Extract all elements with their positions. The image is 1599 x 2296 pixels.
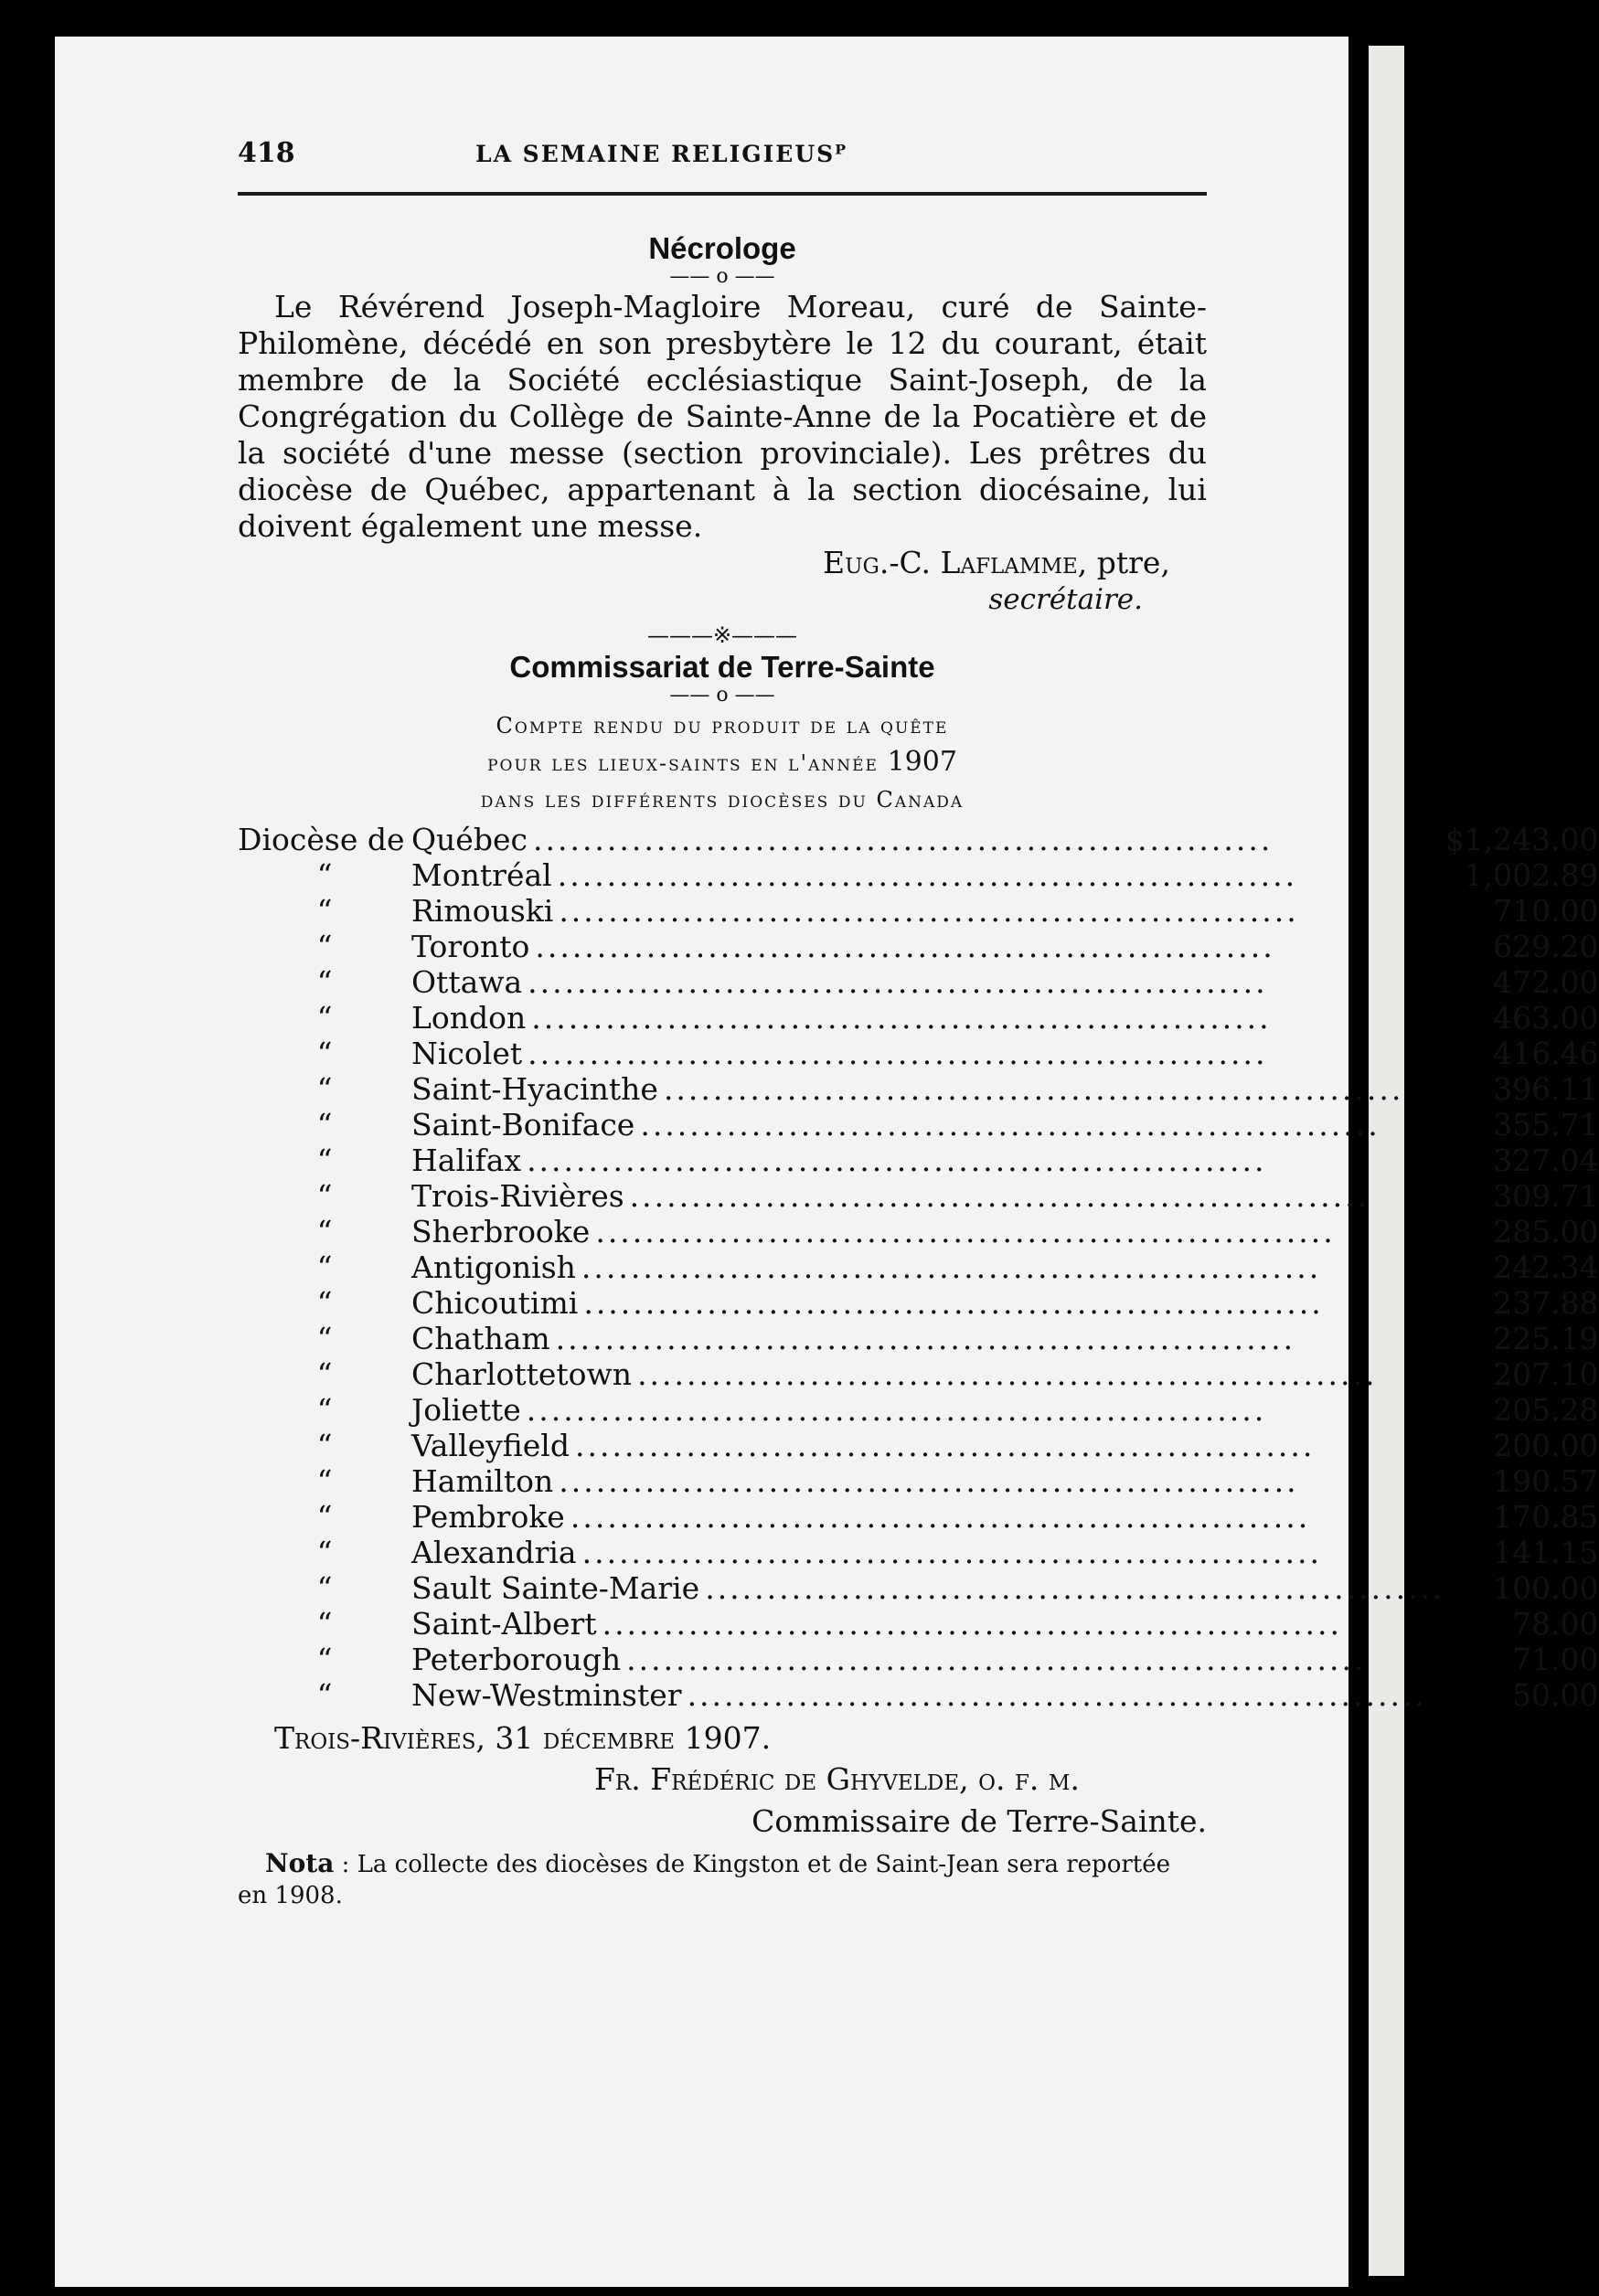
diocese-name: Alexandria: [411, 1535, 582, 1570]
diocese-name-cell: [411, 1642, 1445, 1677]
table-row: [238, 1499, 1599, 1535]
diocese-name-cell: [411, 964, 1445, 1000]
commissariat-ornament: —— o ——: [669, 684, 775, 707]
row-prefix-text: “: [316, 1463, 333, 1499]
diocese-name-cell: [411, 1463, 1445, 1499]
table-row: [238, 1356, 1599, 1392]
row-prefix-text: “: [316, 1071, 333, 1107]
diocese-amount: 309.71: [1493, 1178, 1599, 1214]
table-row: [238, 1606, 1599, 1642]
diocese-amount: 100.00: [1493, 1570, 1599, 1606]
row-prefix-text: “: [316, 929, 333, 964]
diocese-name-cell: [411, 1214, 1445, 1249]
leader-dots: ............................................................: [570, 1499, 1311, 1535]
diocese-name: Chicoutimi: [411, 1285, 583, 1321]
diocese-amount: 200.00: [1493, 1428, 1599, 1463]
row-prefix-text: “: [316, 1107, 333, 1143]
row-prefix: [238, 1392, 411, 1428]
diocese-name: Saint-Albert: [411, 1606, 602, 1642]
running-title: LA SEMAINE RELIGIEUSᴾ: [475, 141, 848, 167]
footnote-label: Nota: [265, 1848, 335, 1878]
necrologe-ornament: —— o ——: [669, 265, 775, 288]
row-prefix: [238, 964, 411, 1000]
diocese-amount: 327.04: [1493, 1143, 1599, 1178]
leader-dots: ............................................................: [555, 1321, 1296, 1356]
row-prefix: [238, 822, 411, 857]
necrologe-signature: [238, 545, 1207, 581]
diocese-amount: 285.00: [1493, 1214, 1599, 1249]
leader-dots: ............................................................: [532, 822, 1274, 857]
table-row: [238, 964, 1599, 1000]
diocese-name: Saint-Hyacinthe: [411, 1071, 664, 1107]
row-prefix-text: “: [316, 1392, 333, 1428]
row-prefix: [238, 893, 411, 929]
leader-dots: ............................................................: [526, 1392, 1267, 1428]
table-row: [238, 1285, 1599, 1321]
diocese-amount: 190.57: [1493, 1463, 1599, 1499]
diocese-amount: 170.85: [1493, 1499, 1599, 1535]
leader-dots: ............................................................: [581, 1249, 1322, 1285]
diocese-amount: 463.00: [1493, 1000, 1599, 1036]
row-prefix: [238, 1036, 411, 1071]
row-prefix: [238, 1570, 411, 1606]
diocese-name-cell: [411, 1036, 1445, 1071]
table-row: [238, 1107, 1599, 1143]
diocese-name: Peterborough: [411, 1642, 626, 1677]
page-column: [238, 137, 1599, 1911]
diocese-name: Nicolet: [411, 1036, 528, 1071]
leader-dots: ............................................................: [559, 1463, 1299, 1499]
diocese-amount: 71.00: [1512, 1642, 1599, 1677]
table-row: [238, 1143, 1599, 1178]
diocese-name-cell: [411, 1570, 1445, 1606]
table-row: [238, 1214, 1599, 1249]
row-prefix-text: “: [316, 893, 333, 929]
commissariat-title: Commissariat de Terre-Sainte: [509, 650, 935, 684]
diocese-name-cell: [411, 929, 1445, 964]
table-row: [238, 1178, 1599, 1214]
necrologe-signature-suffix: , ptre,: [1077, 545, 1170, 580]
signer-title: Commissaire de Terre-Sainte.: [752, 1803, 1207, 1839]
row-prefix: [238, 1249, 411, 1285]
diocese-name: New-Westminster: [411, 1677, 688, 1713]
row-prefix: [238, 1535, 411, 1570]
row-prefix-text: “: [316, 1285, 333, 1321]
row-prefix: [238, 857, 411, 893]
leader-dots: ............................................................: [559, 893, 1299, 929]
diocese-name: Québec: [411, 822, 533, 857]
report-subtitle-line1: Compte rendu du produit de la quête: [496, 713, 949, 739]
diocese-amount: 1,002.89: [1464, 857, 1599, 893]
diocese-name: Antigonish: [411, 1249, 581, 1285]
diocese-name: Valleyfield: [411, 1428, 575, 1463]
report-subtitle-line3: dans les différents diocèses du Canada: [480, 787, 965, 813]
table-row: [238, 1535, 1599, 1570]
diocese-amount: 237.88: [1493, 1285, 1599, 1321]
table-row: [238, 1000, 1599, 1036]
row-prefix-text: “: [316, 1321, 333, 1356]
report-year: 1907: [887, 746, 957, 778]
diocese-table: [238, 822, 1599, 1713]
row-prefix: [238, 1499, 411, 1535]
table-row: [238, 822, 1599, 857]
table-row: [238, 1428, 1599, 1463]
diocese-name: Montréal: [411, 857, 558, 893]
table-row: [238, 929, 1599, 964]
diocese-amount: 50.00: [1512, 1677, 1599, 1713]
leader-dots: ............................................................: [535, 929, 1275, 964]
row-prefix: [238, 1642, 411, 1677]
row-prefix: [238, 1107, 411, 1143]
diocese-name-cell: [411, 1677, 1445, 1713]
leader-dots: ............................................................: [527, 1143, 1267, 1178]
leader-dots: ............................................................: [528, 964, 1268, 1000]
diocese-amount: 78.00: [1512, 1606, 1599, 1642]
row-prefix: [238, 1356, 411, 1392]
table-row: [238, 1249, 1599, 1285]
table-row: [238, 1570, 1599, 1606]
row-prefix-text: “: [316, 1249, 333, 1285]
diocese-amount: 242.34: [1493, 1249, 1599, 1285]
table-row: [238, 1321, 1599, 1356]
diocese-name: Joliette: [411, 1392, 527, 1428]
diocese-name: Trois-Rivières: [411, 1178, 630, 1214]
diocese-amount: 141.15: [1493, 1535, 1599, 1570]
diocese-amount: 396.11: [1493, 1071, 1599, 1107]
row-prefix-text: “: [316, 1499, 333, 1535]
row-prefix-text: “: [316, 1428, 333, 1463]
leader-dots: ............................................................: [574, 1428, 1316, 1463]
diocese-name-cell: [411, 1000, 1445, 1036]
leader-dots: ............................................................: [557, 857, 1298, 893]
row-prefix-text: “: [316, 1036, 333, 1071]
diocese-name: London: [411, 1000, 531, 1036]
diocese-name: Rimouski: [411, 893, 559, 929]
table-row: [238, 857, 1599, 893]
diocese-name-cell: [411, 1249, 1445, 1285]
diocese-name-cell: [411, 1356, 1445, 1392]
row-prefix-text: “: [316, 1143, 333, 1178]
diocese-name-cell: [411, 1143, 1445, 1178]
leader-dots: ............................................................: [640, 1107, 1380, 1143]
necrologe-title: Nécrologe: [648, 231, 796, 265]
diocese-name-cell: [411, 1606, 1445, 1642]
diocese-name: Pembroke: [411, 1499, 570, 1535]
diocese-amount: 355.71: [1493, 1107, 1599, 1143]
diocese-name-cell: [411, 1107, 1445, 1143]
row-prefix-text: “: [316, 1178, 333, 1214]
table-row: [238, 1392, 1599, 1428]
row-prefix: [238, 1428, 411, 1463]
leader-dots: ............................................................: [637, 1356, 1378, 1392]
page-number: 418: [238, 137, 295, 169]
diocese-name-cell: [411, 1285, 1445, 1321]
row-prefix-text: “: [316, 964, 333, 1000]
footnote-text: : La collecte des diocèses de Kingston et de Saint-Jean sera reportée en 1908.: [238, 1851, 1170, 1909]
diocese-name-cell: [411, 1499, 1445, 1535]
leader-dots: ............................................................: [663, 1071, 1404, 1107]
diocese-amount: $1,243.00: [1444, 822, 1599, 857]
row-prefix-text: “: [316, 1677, 333, 1713]
table-row: [238, 1677, 1599, 1713]
table-row: [238, 1036, 1599, 1071]
diocese-name-cell: [411, 893, 1445, 929]
diocese-name: Chatham: [411, 1321, 556, 1356]
place-date: Trois-Rivières, 31 décembre 1907.: [274, 1720, 772, 1756]
diocese-name-cell: [411, 1071, 1445, 1107]
row-prefix: [238, 1606, 411, 1642]
diocese-name-cell: [411, 822, 1445, 857]
row-prefix: [238, 1178, 411, 1214]
table-row: [238, 1071, 1599, 1107]
diocese-name-cell: [411, 1321, 1445, 1356]
diocese-name: Charlottetown: [411, 1356, 637, 1392]
running-header: [238, 137, 1207, 196]
row-prefix-text: “: [316, 1356, 333, 1392]
diocese-name-cell: [411, 1535, 1445, 1570]
diocese-amount: 205.28: [1493, 1392, 1599, 1428]
table-row: [238, 893, 1599, 929]
row-prefix-text: “: [316, 1606, 333, 1642]
footnote: [238, 1848, 1207, 1911]
table-row: [238, 1463, 1599, 1499]
diocese-amount: 472.00: [1493, 964, 1599, 1000]
diocese-name-cell: [411, 1178, 1445, 1214]
row-prefix: [238, 1143, 411, 1178]
row-prefix: [238, 929, 411, 964]
necrologe-signature-name: Eug.-C. Laflamme: [823, 545, 1078, 580]
row-prefix-text: “: [316, 1570, 333, 1606]
row-prefix-text: “: [316, 1535, 333, 1570]
diocese-name: Hamilton: [411, 1463, 559, 1499]
row-prefix: [238, 1000, 411, 1036]
diocese-amount: 629.20: [1493, 929, 1599, 964]
table-row: [238, 1642, 1599, 1677]
leader-dots: ............................................................: [531, 1000, 1272, 1036]
leader-dots: ............................................................: [626, 1642, 1367, 1677]
leader-dots: ............................................................: [602, 1606, 1342, 1642]
row-prefix-text: “: [316, 1214, 333, 1249]
leader-dots: ............................................................: [528, 1036, 1268, 1071]
diocese-amount: 416.46: [1493, 1036, 1599, 1071]
diocese-name: Halifax: [411, 1143, 527, 1178]
row-prefix: [238, 1285, 411, 1321]
leader-dots: ............................................................: [581, 1535, 1322, 1570]
diocese-name-cell: [411, 857, 1445, 893]
row-prefix: [238, 1321, 411, 1356]
row-prefix-text: “: [316, 1642, 333, 1677]
necrologe-signature-role: secrétaire.: [988, 583, 1143, 616]
leader-dots: ............................................................: [687, 1677, 1427, 1713]
row-prefix-text: “: [316, 857, 333, 893]
signer-name: Fr. Frédéric de Ghyvelde, o. f. m.: [594, 1761, 1080, 1797]
row-prefix: [238, 1463, 411, 1499]
diocese-name: Ottawa: [411, 964, 528, 1000]
leader-dots: ............................................................: [705, 1570, 1445, 1606]
leader-dots: ............................................................: [583, 1285, 1324, 1321]
diocese-name: Toronto: [411, 929, 535, 964]
section-divider: ———※———: [646, 622, 798, 648]
row-prefix: [238, 1677, 411, 1713]
diocese-amount: 225.19: [1493, 1321, 1599, 1356]
diocese-name-cell: [411, 1392, 1445, 1428]
diocese-name-cell: [411, 1428, 1445, 1463]
row-prefix-text: “: [316, 1000, 333, 1036]
row-prefix-text: Diocèse de: [238, 822, 405, 857]
leader-dots: ............................................................: [629, 1178, 1370, 1214]
diocese-amount: 207.10: [1493, 1356, 1599, 1392]
diocese-name: Saint-Boniface: [411, 1107, 640, 1143]
row-prefix: [238, 1214, 411, 1249]
diocese-amount: 710.00: [1493, 893, 1599, 929]
diocese-name: Sherbrooke: [411, 1214, 595, 1249]
report-subtitle-line2: [238, 744, 1207, 781]
diocese-name: Sault Sainte-Marie: [411, 1570, 705, 1606]
row-prefix: [238, 1071, 411, 1107]
report-subtitle-line2-text: pour les lieux-saints en l'année: [487, 750, 879, 776]
leader-dots: ............................................................: [595, 1214, 1336, 1249]
necrologe-text: Le Révérend Joseph-Magloire Moreau, curé de Sainte-Philomène, décédé en son presbytère le 12 du courant, était membre de la Société ecclésiastique Saint-Joseph, de la Congrégation du Collège de Sainte-Anne de la Pocatière et de la société d'une messe (section provinciale). Les prêtres du diocèse de Québec, appartenant à la section diocésaine, lui doivent également une messe.: [238, 289, 1207, 544]
